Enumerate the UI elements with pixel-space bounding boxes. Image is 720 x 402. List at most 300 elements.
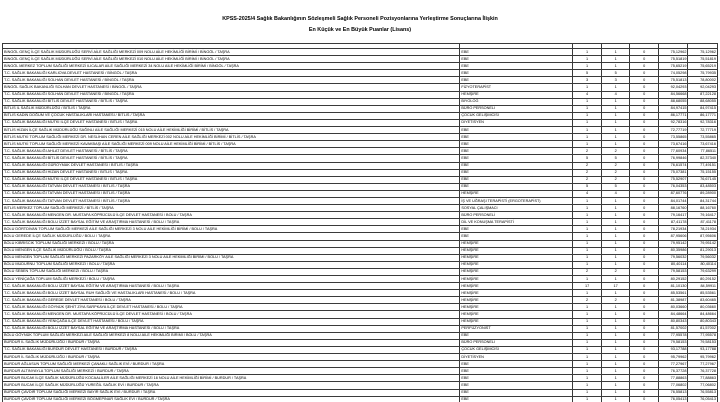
min-score-cell: 77,60934 [658, 148, 688, 155]
title-cell: HEMŞİRE [460, 261, 573, 268]
max-score-cell: 87,95606 [688, 233, 718, 240]
placed-cell: 1 [601, 226, 630, 233]
max-score-cell: 84,59911 [688, 283, 718, 290]
program-cell: T.C. SAĞLIK BAKANLIĞI MUTKİ İLÇE DEVLET HASTANESİ / BİTLİS / TAŞRA [3, 119, 460, 126]
quota-cell: 1 [573, 318, 602, 325]
placed-cell: 1 [601, 396, 630, 402]
placed-cell: 1 [601, 389, 630, 396]
table-row [3, 247, 718, 254]
quota-cell: 4 [573, 91, 602, 98]
placed-cell: 2 [601, 268, 630, 275]
vacant-cell: 0 [630, 339, 659, 346]
table-row [3, 169, 718, 176]
table-row [3, 56, 718, 63]
placed-cell: 1 [601, 240, 630, 247]
placed-cell: 1 [601, 205, 630, 212]
table-row [3, 49, 718, 56]
program-cell: T.C. SAĞLIK BAKANLIĞI SOLHAN DEVLET HASTANESİ / BİNGÖL / TAŞRA [3, 77, 460, 84]
min-score-cell: 79,58153 [658, 268, 688, 275]
vacant-cell: 0 [630, 268, 659, 275]
max-score-cell: 73,67416 [688, 141, 718, 148]
vacant-cell: 0 [630, 354, 659, 361]
max-score-cell: 77,86511 [688, 148, 718, 155]
placed-cell: 1 [601, 304, 630, 311]
title-cell: BÜRO PERSONELİ [460, 105, 573, 112]
table-row [3, 240, 718, 247]
max-score-cell: 82,37340 [688, 155, 718, 162]
vacant-cell: 0 [630, 127, 659, 134]
table-row [3, 226, 718, 233]
program-cell: BOLU MUDURNU TOPLUM SAĞLIĞI MERKEZİ / BOLU / TAŞRA [3, 261, 460, 268]
placed-cell: 2 [601, 148, 630, 155]
table-row [3, 332, 718, 339]
min-score-cell: 77,88863 [658, 375, 688, 382]
max-score-cell: 86,17771 [688, 112, 718, 119]
min-score-cell: 92,04293 [658, 84, 688, 91]
min-score-cell: 75,51819 [658, 56, 688, 63]
title-cell: EBE [460, 375, 573, 382]
table-row [3, 119, 718, 126]
min-score-cell: 84,56668 [658, 91, 688, 98]
title-cell: EBE [460, 141, 573, 148]
quota-cell: 2 [573, 297, 602, 304]
title-cell: HEMŞİRE [460, 304, 573, 311]
title-cell: HEMŞİRE [460, 247, 573, 254]
placed-cell: 1 [601, 311, 630, 318]
quota-cell: 1 [573, 396, 602, 402]
min-score-cell: 77,06802 [658, 382, 688, 389]
quota-cell: 17 [573, 283, 602, 290]
quota-cell: 1 [573, 304, 602, 311]
min-score-cell: 85,53561 [658, 290, 688, 297]
table-row [3, 396, 718, 402]
program-cell: BİTLİS MUTKİ TOPLUM SAĞLIĞI MERKEZİ KAVAKBAŞI AİLE SAĞLIĞI MERKEZİ 009 NOLU AİLE HEKİMLİĞİ BİRİMİ / BİTLİS / TAŞRA [3, 141, 460, 148]
program-cell: BOLU MENGEN TOPLUM SAĞLIĞI MERKEZİ PAZARKÖY AİLE SAĞLIĞI MERKEZİ 3 NOLU AİLE HEKİMLİĞİ BİRİMİ / BOLU / TAŞRA [3, 254, 460, 261]
max-score-cell: 84,31744 [688, 197, 718, 204]
min-score-cell: 81,10130 [658, 283, 688, 290]
min-score-cell: 84,01744 [658, 197, 688, 204]
placed-cell: 1 [601, 63, 630, 70]
vacant-cell: 0 [630, 77, 659, 84]
quota-cell: 5 [573, 155, 602, 162]
title-cell: DİYETİSYEN [460, 354, 573, 361]
program-cell: BURDUR İL SAĞLIK MÜDÜRLÜĞÜ / BURDUR / TAŞRA [3, 354, 460, 361]
program-cell: BOLU GEREDE İLÇE SAĞLIK MÜDÜRLÜĞÜ / BOLU / TAŞRA [3, 233, 460, 240]
min-score-cell: 73,67416 [658, 141, 688, 148]
table-row [3, 84, 718, 91]
program-cell: BİNGÖL GENÇ İLÇE SAĞLIK MÜDÜRLÜĞÜ SERVİ AİLE SAĞLIĞI MERKEZİ 010 NOLU AİLE HEKİMLİĞİ BİRİMİ / BİNGÖL / TAŞRA [3, 56, 460, 63]
placed-cell: 1 [601, 339, 630, 346]
table-row [3, 368, 718, 375]
placed-cell: 4 [601, 91, 630, 98]
placed-cell: 17 [601, 283, 630, 290]
quota-cell: 1 [573, 240, 602, 247]
placed-cell: 5 [601, 183, 630, 190]
table-row [3, 162, 718, 169]
program-cell: T.C. SAĞLIK BAKANLIĞI BOLU İZZET BAYSAL EĞİTİM VE ARAŞTIRMA HASTANESİ / BOLU / TAŞRA [3, 283, 460, 290]
max-score-cell: 88,16760 [688, 205, 718, 212]
table-row [3, 63, 718, 70]
min-score-cell: 76,37728 [658, 368, 688, 375]
program-cell: T.C. SAĞLIK BAKANLIĞI BOLU İZZET BAYSAL RUH SAĞLIĞI VE HASTALIKLARI HASTANESİ / BOLU / TAŞRA [3, 290, 460, 297]
table-row [3, 318, 718, 325]
vacant-cell: 0 [630, 290, 659, 297]
placed-cell: 1 [601, 332, 630, 339]
title-cell: EBE [460, 233, 573, 240]
quota-cell: 1 [573, 219, 602, 226]
quota-cell: 1 [573, 339, 602, 346]
min-score-cell: 93,17788 [658, 346, 688, 353]
title-cell: EBE [460, 389, 573, 396]
vacant-cell: 0 [630, 155, 659, 162]
quota-cell: 1 [573, 63, 602, 70]
placed-cell: 1 [601, 361, 630, 368]
table-row [3, 105, 718, 112]
table-row [3, 176, 718, 183]
vacant-cell: 0 [630, 368, 659, 375]
vacant-cell: 0 [630, 183, 659, 190]
min-score-cell: 79,95142 [658, 240, 688, 247]
program-cell: BURDUR ÇAVDIR TOPLUM SAĞLIĞI MERKEZİ BÖGMEPINAR SAĞLIK EVİ / BURDUR / TAŞRA [3, 396, 460, 402]
program-cell: BURDUR ÇAVDIR TOPLUM SAĞLIĞI MERKEZİ BAYIR SAĞLIK EVİ / BURDUR / TAŞRA [3, 389, 460, 396]
vacant-cell: 0 [630, 212, 659, 219]
results-table [2, 43, 718, 402]
title-cell: HEMŞİRE [460, 290, 573, 297]
program-cell: T.C. SAĞLIK BAKANLIĞI BİTLİS DEVLET HASTANESİ / BİTLİS / TAŞRA [3, 155, 460, 162]
vacant-cell: 0 [630, 304, 659, 311]
table-row [3, 276, 718, 283]
program-cell: BURDUR BUCAK İLÇE SAĞLIK MÜDÜRLÜĞÜ KOCAALİLER AİLE SAĞLIĞI MERKEZİ 16 NOLU AİLE HEKİMLİĞİ BİRİMİ / BURDUR / TAŞRA [3, 375, 460, 382]
program-cell: BURDUR İL SAĞLIK MÜDÜRLÜĞÜ / BURDUR / TAŞRA [3, 339, 460, 346]
title-cell: EBE [460, 332, 573, 339]
max-score-cell: 77,49151 [688, 162, 718, 169]
placed-cell: 3 [601, 77, 630, 84]
placed-cell: 1 [601, 354, 630, 361]
program-cell: T.C. SAĞLIK BAKANLIĞI HİZAN DEVLET HASTANESİ / BİTLİS / TAŞRA [3, 169, 460, 176]
program-cell: BİNGÖL MERKEZ TOPLUM SAĞLIĞI MERKEZİ ILICALAR AİLE SAĞLIĞI MERKEZİ 34 NOLU AİLE HEKİMLİĞİ BİRİMİ / BİNGÖL / TAŞRA [3, 63, 460, 70]
program-cell: BİTLİS HİZAN İLÇE SAĞLIK MÜDÜRLÜĞÜ SAĞINLI AİLE SAĞLIĞI MERKEZİ 015 NOLU AİLE HEKİMLİĞİ BİRİMİ / BİTLİS / TAŞRA [3, 127, 460, 134]
quota-cell: 1 [573, 98, 602, 105]
quota-cell: 3 [573, 77, 602, 84]
title-cell: FİZYOTERAPİST [460, 84, 573, 91]
title-cell: HEMŞİRE [460, 311, 573, 318]
max-score-cell: 80,40114 [688, 261, 718, 268]
vacant-cell: 0 [630, 141, 659, 148]
title-cell: HEMŞİRE [460, 240, 573, 247]
vacant-cell: 0 [630, 297, 659, 304]
table-row [3, 141, 718, 148]
quota-cell: 1 [573, 346, 602, 353]
table-row [3, 311, 718, 318]
placed-cell: 1 [601, 382, 630, 389]
placed-cell: 1 [601, 346, 630, 353]
placed-cell: 1 [601, 247, 630, 254]
table-row [3, 283, 718, 290]
table-row [3, 254, 718, 261]
max-score-cell: 81,57002 [688, 325, 718, 332]
title-cell: BİYOLOG [460, 98, 573, 105]
quota-cell: 1 [573, 119, 602, 126]
title-cell: HEMŞİRE [460, 268, 573, 275]
min-score-cell: 79,16417 [658, 212, 688, 219]
quota-cell: 1 [573, 233, 602, 240]
program-cell: T.C. SAĞLIK BAKANLIĞI SOLHAN DEVLET HASTANESİ / BİNGÖL / TAŞRA [3, 91, 460, 98]
vacant-cell: 0 [630, 197, 659, 204]
placed-cell: 1 [601, 49, 630, 56]
title-cell: HEMŞİRE [460, 318, 573, 325]
max-score-cell: 92,78316 [688, 119, 718, 126]
quota-cell: 1 [573, 361, 602, 368]
quota-cell: 1 [573, 56, 602, 63]
table-row [3, 233, 718, 240]
max-score-cell: 75,79935 [688, 70, 718, 77]
placed-cell: 4 [601, 190, 630, 197]
vacant-cell: 0 [630, 56, 659, 63]
table-row [3, 134, 718, 141]
quota-cell: 2 [573, 268, 602, 275]
vacant-cell: 0 [630, 276, 659, 283]
program-cell: BİNGÖL GENÇ İLÇE SAĞLIK MÜDÜRLÜĞÜ SERVİ AİLE SAĞLIĞI MERKEZİ 009 NOLU AİLE HEKİMLİĞİ BİRİMİ / BİNGÖL / TAŞRA [3, 49, 460, 56]
min-score-cell: 88,16760 [658, 205, 688, 212]
vacant-cell: 0 [630, 49, 659, 56]
quota-cell: 1 [573, 354, 602, 361]
min-score-cell: 79,56032 [658, 254, 688, 261]
placed-cell: 1 [601, 105, 630, 112]
placed-cell: 1 [601, 261, 630, 268]
quota-cell: 1 [573, 49, 602, 56]
min-score-cell: 72,77719 [658, 127, 688, 134]
vacant-cell: 0 [630, 240, 659, 247]
max-score-cell: 79,16417 [688, 212, 718, 219]
placed-cell: 1 [601, 290, 630, 297]
placed-cell: 2 [601, 176, 630, 183]
max-score-cell: 88,68055 [688, 98, 718, 105]
placed-cell: 1 [601, 375, 630, 382]
vacant-cell: 0 [630, 311, 659, 318]
title-cell: DİYETİSYEN [460, 119, 573, 126]
title-cell: EBE [460, 162, 573, 169]
placed-cell: 1 [601, 325, 630, 332]
program-cell: BİNGÖL SAĞLIK BAKANLIĞI SOLHAN DEVLET HASTANESİ / BİNGÖL / TAŞRA [3, 84, 460, 91]
table-row [3, 382, 718, 389]
min-score-cell: 80,35986 [658, 247, 688, 254]
max-score-cell: 84,48664 [688, 311, 718, 318]
title-cell: ÇOCUK GELİŞİMCİSİ [460, 112, 573, 119]
title-cell: EBE [460, 382, 573, 389]
vacant-cell: 0 [630, 134, 659, 141]
max-score-cell: 76,05413 [688, 396, 718, 402]
title-cell: ÇOCUK GELİŞİMCİSİ [460, 346, 573, 353]
table-row [3, 155, 718, 162]
min-score-cell: 77,95578 [658, 332, 688, 339]
min-score-cell: 88,68055 [658, 98, 688, 105]
program-cell: BİTLİS KADIN DOĞUM VE ÇOCUK HASTALIKLARI HASTANESİ / BİTLİS / TAŞRA [3, 112, 460, 119]
title-cell: PERFÜZYONİST [460, 325, 573, 332]
max-score-cell: 76,37728 [688, 368, 718, 375]
placed-cell: 2 [601, 162, 630, 169]
title-cell: EBE [460, 63, 573, 70]
placed-cell: 1 [601, 219, 630, 226]
title-cell: DİL VE KONUŞMA TERAPİSTİ [460, 219, 573, 226]
vacant-cell: 0 [630, 205, 659, 212]
table-row [3, 219, 718, 226]
placed-cell: 1 [601, 127, 630, 134]
placed-cell: 1 [601, 84, 630, 91]
max-score-cell: 80,29152 [688, 276, 718, 283]
table-row [3, 325, 718, 332]
placed-cell: 2 [601, 169, 630, 176]
table-row [3, 98, 718, 105]
vacant-cell: 0 [630, 382, 659, 389]
quota-cell: 1 [573, 389, 602, 396]
program-cell: T.C. SAĞLIK BAKANLIĞI MENGEN DR. MUSTAFA KÖPRÜCÜLÜ İLÇE DEVLET HASTANESİ / BOLU / TAŞRA [3, 311, 460, 318]
min-score-cell: 76,99846 [658, 155, 688, 162]
program-cell: T.C. SAĞLIK BAKANLIĞI YENİÇAĞA İLÇE DEVLET HASTANESİ / BOLU / TAŞRA [3, 318, 460, 325]
min-score-cell: 81,57002 [658, 325, 688, 332]
quota-cell: 1 [573, 311, 602, 318]
quota-cell: 4 [573, 190, 602, 197]
max-score-cell: 76,67145 [688, 176, 718, 183]
title-cell: EBE [460, 183, 573, 190]
program-cell: T.C. SAĞLIK BAKANLIĞI GÖYNÜK ŞEHİT ZİYA SARPKAYA İLÇE DEVLET HASTANESİ / BOLU / TAŞRA [3, 304, 460, 311]
min-score-cell: 95,79962 [658, 354, 688, 361]
program-cell: BOLU SEBEN TOPLUM SAĞLIĞI MERKEZİ / BOLU / TAŞRA [3, 268, 460, 275]
vacant-cell: 0 [630, 105, 659, 112]
table-row [3, 127, 718, 134]
vacant-cell: 0 [630, 63, 659, 70]
vacant-cell: 0 [630, 162, 659, 169]
max-score-cell: 79,58153 [688, 339, 718, 346]
program-cell: T.C. SAĞLIK BAKANLIĞI BOLU İZZET BAYSAL EĞİTİM VE ARAŞTIRMA HASTANESİ / BOLU / TAŞRA [3, 325, 460, 332]
placed-cell: 1 [601, 233, 630, 240]
title-cell: EBE [460, 70, 573, 77]
table-row [3, 148, 718, 155]
quota-cell: 1 [573, 127, 602, 134]
vacant-cell: 0 [630, 389, 659, 396]
max-score-cell: 77,95578 [688, 332, 718, 339]
max-score-cell: 80,03660 [688, 304, 718, 311]
min-score-cell: 73,55865 [658, 134, 688, 141]
vacant-cell: 0 [630, 112, 659, 119]
max-score-cell: 89,28900 [688, 190, 718, 197]
table-row [3, 112, 718, 119]
table-row [3, 91, 718, 98]
program-cell: BOLU KIBRISCIK TOPLUM SAĞLIĞI MERKEZİ / BOLU / TAŞRA [3, 240, 460, 247]
max-score-cell: 73,55865 [688, 134, 718, 141]
max-score-cell: 76,55813 [688, 389, 718, 396]
table-row [3, 389, 718, 396]
vacant-cell: 0 [630, 346, 659, 353]
max-score-cell: 78,80002 [688, 77, 718, 84]
vacant-cell: 0 [630, 169, 659, 176]
max-score-cell: 85,53561 [688, 290, 718, 297]
max-score-cell: 75,51819 [688, 56, 718, 63]
vacant-cell: 0 [630, 148, 659, 155]
title-cell: EBE [460, 148, 573, 155]
quota-cell: 1 [573, 134, 602, 141]
min-score-cell: 80,29152 [658, 276, 688, 283]
table-row [3, 346, 718, 353]
placed-cell: 1 [601, 254, 630, 261]
title-cell: EBE [460, 56, 573, 63]
quota-cell: 2 [573, 162, 602, 169]
title-cell: SOSYAL ÇALIŞMACI [460, 205, 573, 212]
title-cell: HEMŞİRE [460, 190, 573, 197]
title-cell: EBE [460, 368, 573, 375]
table-row [3, 361, 718, 368]
vacant-cell: 0 [630, 254, 659, 261]
vacant-cell: 0 [630, 219, 659, 226]
program-cell: BİTLİS İL SAĞLIK MÜDÜRLÜĞÜ / BİTLİS / TAŞRA [3, 105, 460, 112]
table-row [3, 197, 718, 204]
max-score-cell: 75,15155 [688, 169, 718, 176]
min-score-cell: 76,05413 [658, 396, 688, 402]
quota-cell: 2 [573, 148, 602, 155]
table-row [3, 297, 718, 304]
placed-cell: 1 [601, 212, 630, 219]
quota-cell: 1 [573, 261, 602, 268]
title-line-2: En Küçük ve En Büyük Puanlar (Lisans) [308, 27, 412, 33]
max-score-cell: 83,48503 [688, 183, 718, 190]
vacant-cell: 0 [630, 361, 659, 368]
vacant-cell: 0 [630, 98, 659, 105]
program-cell: T.C. SAĞLIK BAKANLIĞI TATVAN DEVLET HASTANESİ / BİTLİS / TAŞRA [3, 190, 460, 197]
program-cell: T.C. SAĞLIK BAKANLIĞI TATVAN DEVLET HASTANESİ / BİTLİS / TAŞRA [3, 197, 460, 204]
title-cell: EBE [460, 77, 573, 84]
quota-cell: 1 [573, 382, 602, 389]
title-cell: İŞ VE UĞRAŞI TERAPİSTİ (ERGOTERAPİST) [460, 197, 573, 204]
program-cell: BİTLİS MERKEZ TOPLUM SAĞLIĞI MERKEZİ / BİTLİS / TAŞRA [3, 205, 460, 212]
quota-cell: 5 [573, 183, 602, 190]
max-score-cell: 75,12962 [688, 49, 718, 56]
title-line-1: KPSS-2025/4 Sağlık Bakanlığının Sözleşmeli Sağlık Personeli Pozisyonlarına Yerleştirme Sonuçlarına İlişkin [222, 16, 498, 22]
max-score-cell: 77,88863 [688, 375, 718, 382]
program-cell: BURDUR ALTINYAYLA TOPLUM SAĞLIĞI MERKEZİ / BURDUR / TAŞRA [3, 368, 460, 375]
program-cell: T.C. SAĞLIK BAKANLIĞI TATVAN DEVLET HASTANESİ / BİTLİS / TAŞRA [3, 183, 460, 190]
program-cell: BURDUR BUCAK İLÇE SAĞLIK MÜDÜRLÜĞÜ YUREĞİL SAĞLIK EVİ / BURDUR / TAŞRA [3, 382, 460, 389]
program-cell: BOLU MENGEN İLÇE SAĞLIK MÜDÜRLÜĞÜ / BOLU / TAŞRA [3, 247, 460, 254]
max-score-cell: 84,97415 [688, 105, 718, 112]
placed-cell: 1 [601, 141, 630, 148]
placed-cell: 1 [601, 368, 630, 375]
placed-cell: 1 [601, 112, 630, 119]
placed-cell: 1 [601, 98, 630, 105]
vacant-cell: 0 [630, 318, 659, 325]
table-row [3, 183, 718, 190]
program-cell: BURDUR AĞLASUN TOPLUM SAĞLIĞI MERKEZİ ÇANAKLI SAĞLIK EVİ / BURDUR / TAŞRA [3, 361, 460, 368]
program-cell: T.C. SAĞLIK BAKANLIĞI MUTKİ İLÇE DEVLET HASTANESİ / BİTLİS / TAŞRA [3, 176, 460, 183]
placed-cell: 1 [601, 318, 630, 325]
min-score-cell: 87,95606 [658, 233, 688, 240]
title-cell: BÜRO PERSONELİ [460, 339, 573, 346]
vacant-cell: 0 [630, 261, 659, 268]
max-score-cell: 72,77719 [688, 127, 718, 134]
min-score-cell: 80,40114 [658, 261, 688, 268]
vacant-cell: 0 [630, 233, 659, 240]
table-row [3, 77, 718, 84]
table-row [3, 190, 718, 197]
vacant-cell: 0 [630, 325, 659, 332]
program-cell: T.C. SAĞLIK BAKANLIĞI GEREDE DEVLET HASTANESİ / BOLU / TAŞRA [3, 297, 460, 304]
quota-cell: 1 [573, 368, 602, 375]
program-cell: T.C. SAĞLIK BAKANLIĞI BOLU İZZET BAYSAL EĞİTİM VE ARAŞTIRMA HASTANESİ / BOLU / TAŞRA [3, 219, 460, 226]
table-row [3, 268, 718, 275]
min-score-cell: 87,41178 [658, 219, 688, 226]
program-cell: T.C. SAĞLIK BAKANLIĞI AHLAT DEVLET HASTANESİ / BİTLİS / TAŞRA [3, 148, 460, 155]
min-score-cell: 78,21934 [658, 226, 688, 233]
max-score-cell: 87,41178 [688, 219, 718, 226]
placed-cell: 1 [601, 134, 630, 141]
